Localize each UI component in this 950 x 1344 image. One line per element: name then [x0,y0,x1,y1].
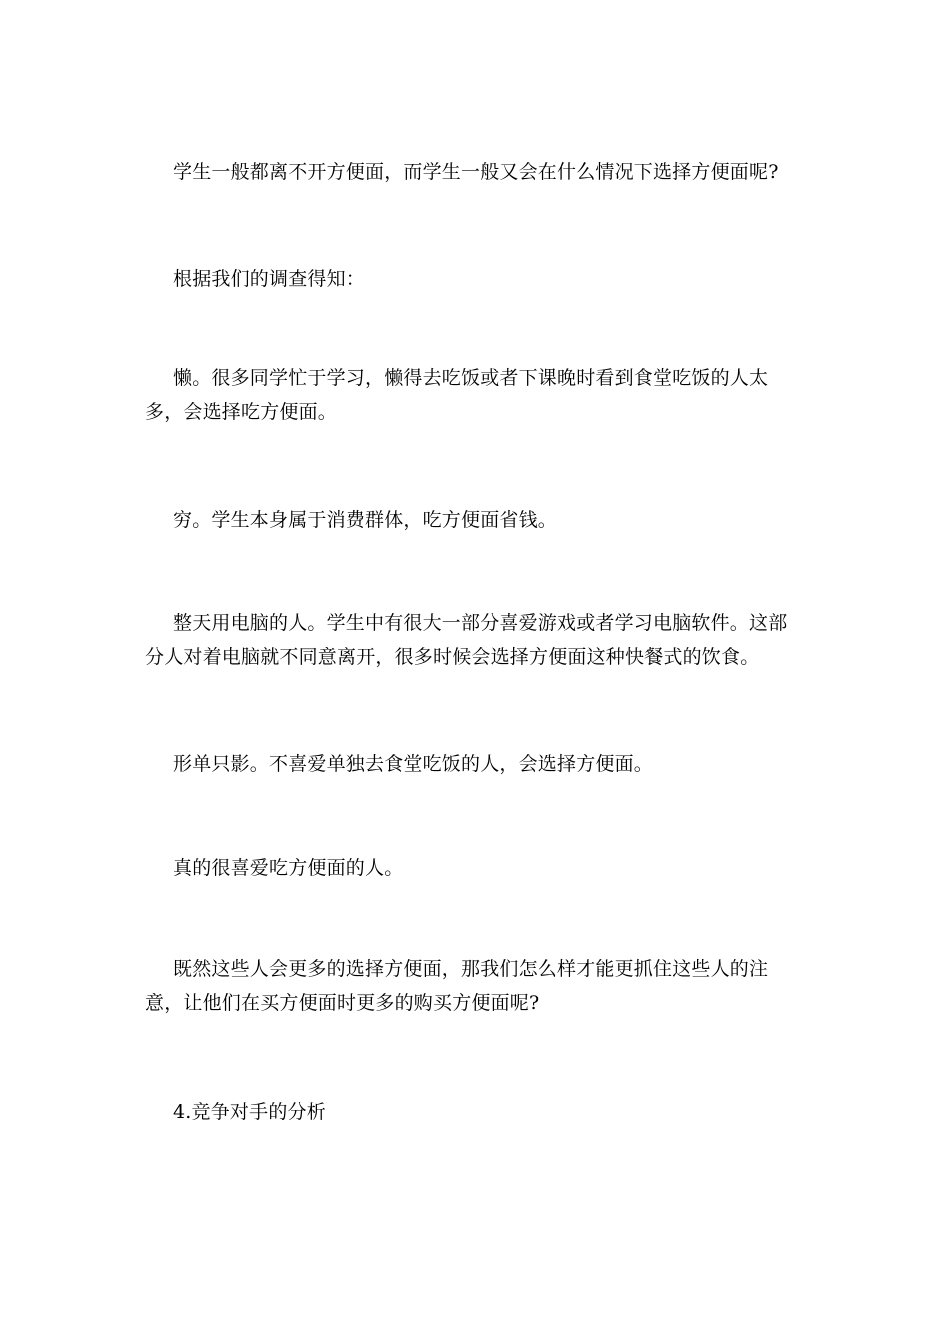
paragraph-how-to-attract: 既然这些人会更多的选择方便面，那我们怎么样才能更抓住这些人的注意，让他们在买方便面时更多的购买方便面呢? [145,958,769,1014]
section-heading-competitor-analysis: 4.竞争对手的分析 [173,1101,326,1123]
paragraph-reason-computer-users: 整天用电脑的人。学生中有很大一部分喜爱游戏或者学习电脑软件。这部分人对着电脑就不同意离开，很多时候会选择方便面这种快餐式的饮食。 [145,612,788,668]
paragraph-reason-fans: 真的很喜爱吃方便面的人。 [173,857,404,879]
paragraph-survey-intro: 根据我们的调查得知： [173,268,366,290]
paragraph-reason-alone: 形单只影。不喜爱单独去食堂吃饭的人，会选择方便面。 [173,753,654,775]
paragraph-when-students-choose-noodles: 学生一般都离不开方便面，而学生一般又会在什么情况下选择方便面呢? [173,161,779,183]
paragraph-reason-lazy: 懒。很多同学忙于学习，懒得去吃饭或者下课晚时看到食堂吃饭的人太多，会选择吃方便面。 [145,367,769,423]
paragraph-reason-poor: 穷。学生本身属于消费群体，吃方便面省钱。 [173,509,558,531]
